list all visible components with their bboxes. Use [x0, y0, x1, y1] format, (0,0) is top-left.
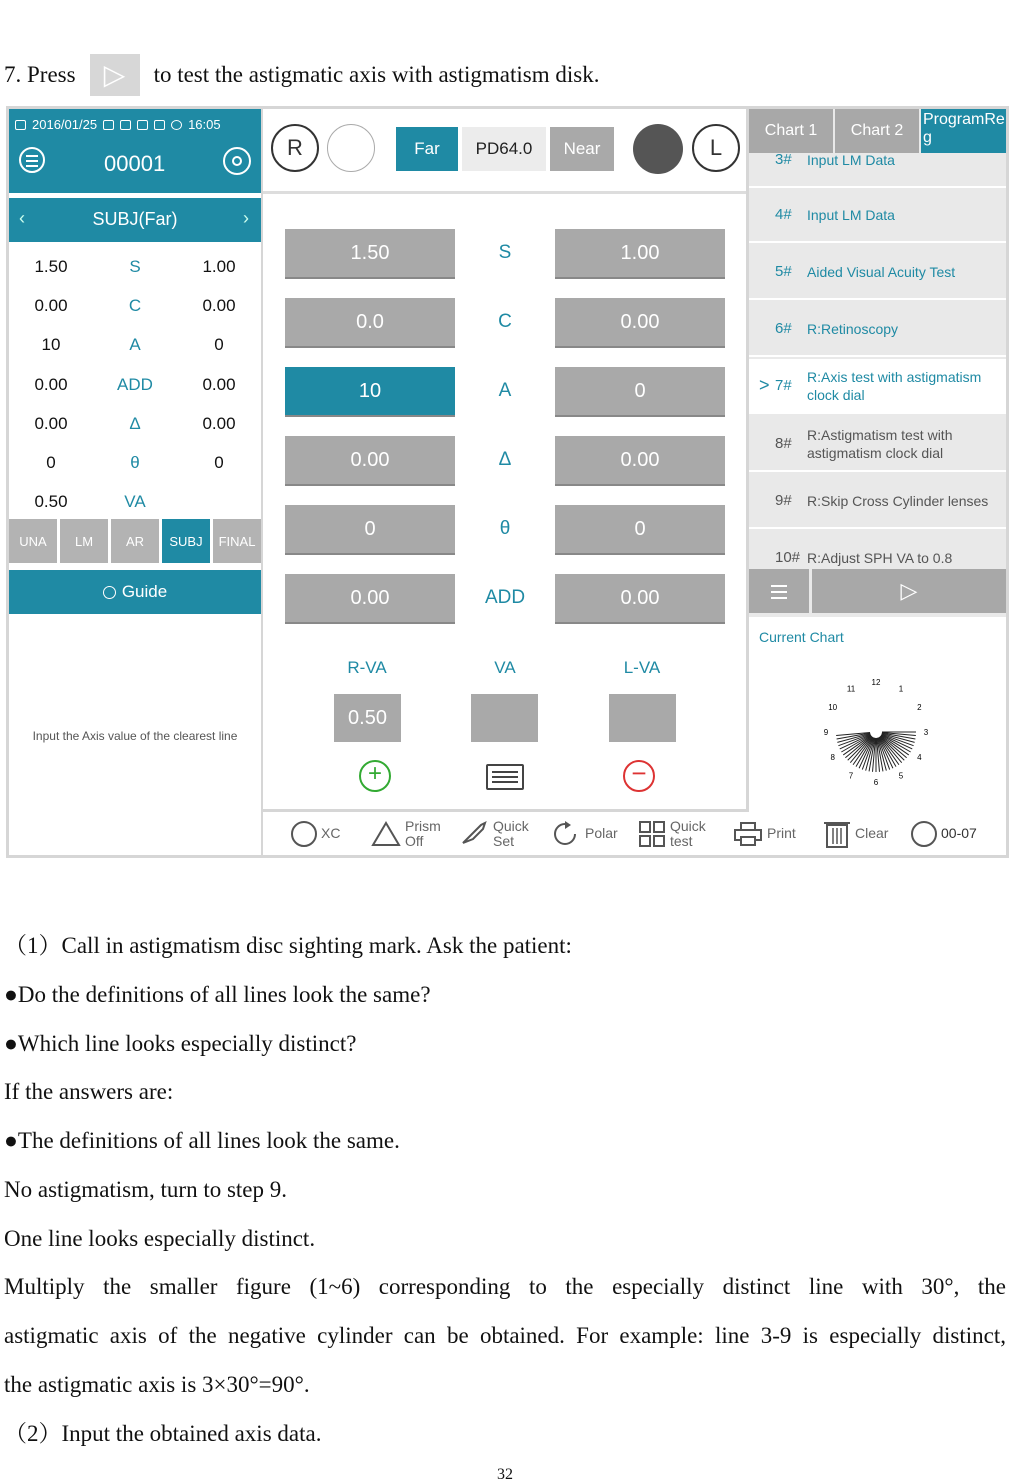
tab-final[interactable]: FINAL [213, 519, 261, 563]
program-item-number: 10# [775, 549, 801, 566]
summary-label: S [129, 256, 141, 276]
page-number: 32 [497, 1466, 513, 1483]
left-eye-δ-value[interactable]: 0.00 [555, 436, 725, 484]
left-header [9, 109, 261, 193]
calendar-icon [15, 120, 26, 130]
program-item[interactable] [749, 359, 1006, 414]
prism-button[interactable] [371, 819, 445, 849]
device-screenshot [6, 106, 1009, 858]
left-eye-θ-value[interactable]: 0 [555, 505, 725, 553]
xc-icon [291, 821, 317, 847]
tab-subj[interactable]: SUBJ [162, 519, 210, 563]
dial-number: 7 [848, 771, 854, 781]
program-item-text: R:Adjust SPH VA to 0.8 [807, 549, 953, 566]
rva-label: R-VA [347, 658, 387, 677]
prism-icon [371, 821, 401, 847]
left-eye-add-value[interactable]: 0.00 [555, 574, 725, 622]
guide-text: Input the Axis value of the clearest line [32, 729, 238, 743]
tab-ar[interactable]: AR [111, 519, 159, 563]
clock-icon [171, 120, 182, 130]
summary-row [9, 365, 261, 404]
main-panel [263, 109, 746, 809]
program-item-text: R:Skip Cross Cylinder lenses [807, 492, 989, 509]
summary-right-value: 10 [41, 335, 61, 355]
chevron-right-icon[interactable]: › [243, 208, 249, 228]
lva-label: L-VA [623, 658, 661, 677]
program-item-number: 4# [775, 206, 792, 223]
step-prefix: 7. Press [4, 62, 76, 87]
right-eye-button[interactable]: R [271, 124, 319, 172]
summary-left-value: 0.00 [202, 295, 236, 315]
astigmatism-dial [749, 617, 1006, 812]
current-step-arrow-icon: > [759, 375, 770, 395]
left-eye-occluder[interactable] [633, 124, 683, 174]
paragraph-line: ●Do the definitions of all lines look the same? [4, 982, 431, 1007]
program-item[interactable] [749, 417, 1006, 472]
program-item[interactable] [749, 188, 1006, 243]
rocket-icon [459, 821, 489, 847]
patient-id: 00001 [104, 151, 166, 176]
tab-program[interactable]: ProgramReg [921, 109, 1006, 153]
program-controls [749, 569, 1006, 613]
dial-number: 2 [917, 703, 922, 712]
clear-label: Clear [855, 825, 889, 841]
program-item-number: 6# [775, 320, 792, 337]
play-button[interactable] [812, 569, 1006, 613]
right-eye-s-value[interactable]: 1.50 [285, 229, 455, 277]
row-label: θ [499, 518, 511, 539]
paragraph-line: the astigmatic axis is 3×30°=90°. [4, 1372, 310, 1397]
subj-title: SUBJ(Far) [92, 209, 178, 229]
dial-number: 8 [830, 753, 835, 762]
near-button[interactable]: Near [550, 127, 614, 171]
prism-label: Prism Off [405, 817, 441, 849]
quick-test-label: Quick test [670, 817, 706, 849]
paragraph-line: Multiply the smaller figure (1~6) corresponding to the especially distinct line with 30°, the [4, 1274, 1006, 1299]
summary-row [9, 483, 261, 522]
right-panel [749, 109, 1006, 809]
program-item[interactable] [749, 474, 1006, 529]
tab-lm[interactable]: LM [60, 519, 108, 563]
va-value[interactable] [471, 694, 538, 742]
summary-right-value: 0.00 [34, 374, 68, 394]
row-label: Δ [498, 449, 512, 470]
printer-icon [733, 821, 763, 847]
program-item-number: 7# [775, 377, 792, 394]
row-label: ADD [484, 587, 526, 608]
step-heading [4, 54, 599, 96]
lva-value[interactable] [609, 694, 676, 742]
play-icon: ▷ [103, 58, 126, 91]
tab-una[interactable]: UNA [9, 519, 57, 563]
program-item[interactable] [749, 302, 1006, 357]
refresh-icon [551, 821, 581, 847]
current-chart-area [749, 617, 1006, 812]
play-icon: ▷ [900, 578, 918, 604]
summary-label: VA [124, 492, 146, 512]
xc-label: XC [321, 825, 341, 841]
left-eye-button[interactable]: L [692, 124, 740, 172]
xc-button[interactable] [291, 821, 340, 847]
paragraph-line: If the answers are: [4, 1079, 174, 1104]
subj-summary-table [9, 247, 261, 522]
dial-number: 12 [871, 678, 881, 687]
program-item-text: R:Axis test with astigmatism clock dial [807, 368, 982, 403]
date-text: 2016/01/25 [32, 117, 98, 132]
left-eye-c-value[interactable]: 0.00 [555, 298, 725, 346]
subj-header [9, 198, 261, 242]
guide-button[interactable] [9, 570, 261, 614]
dial-number: 1 [898, 684, 904, 694]
program-list [749, 153, 1006, 566]
step-suffix: to test the astigmatic axis with astigmatism disk. [153, 62, 600, 87]
settings-mini-icon [103, 120, 114, 130]
program-item-text: R:Astigmatism test with astigmatism clock dial [807, 426, 953, 461]
row-label: S [498, 242, 512, 263]
list-menu-icon[interactable] [749, 569, 809, 613]
dial-number: 11 [846, 684, 856, 694]
right-eye-a-value[interactable]: 10 [285, 367, 455, 415]
program-item[interactable] [749, 531, 1006, 566]
left-eye-a-value[interactable]: 0 [555, 367, 725, 415]
program-item-text: R:Retinoscopy [807, 320, 899, 337]
paragraph-line: ●Which line looks especially distinct? [4, 1031, 357, 1056]
program-item-number: 9# [775, 492, 792, 509]
pd-value[interactable]: PD64.0 [462, 127, 546, 171]
dial-number: 5 [898, 771, 904, 781]
summary-right-value: 1.50 [34, 256, 68, 276]
summary-row [9, 443, 261, 482]
bottom-toolbar [263, 812, 1006, 855]
summary-row [9, 247, 261, 286]
program-item-text: Aided Visual Acuity Test [807, 263, 956, 280]
program-item-number: 3# [775, 153, 792, 168]
quick-set-label: Quick Set [493, 817, 529, 849]
print-label: Print [767, 825, 796, 841]
right-eye-add-value[interactable]: 0.00 [285, 574, 455, 622]
printer-mini-icon [137, 120, 148, 130]
dial-number: 4 [917, 753, 922, 762]
quick-set-button[interactable] [459, 819, 533, 849]
paragraph-line: No astigmatism, turn to step 9. [4, 1177, 288, 1202]
summary-label: θ [130, 453, 140, 473]
va-label: VA [494, 658, 516, 677]
timer-button[interactable] [911, 821, 977, 847]
summary-left-value: 1.00 [202, 256, 236, 276]
paragraph-line: （1）Call in astigmatism disc sighting mark. Ask the patient: [4, 933, 572, 958]
quick-test-button[interactable] [638, 819, 710, 849]
far-button[interactable]: Far [396, 127, 458, 171]
current-chart-label: Current Chart [759, 629, 844, 645]
dial-number: 3 [923, 728, 929, 737]
dial-number: 6 [873, 778, 879, 787]
status-bar [15, 117, 221, 132]
program-item[interactable] [749, 245, 1006, 300]
summary-row [9, 404, 261, 443]
left-eye-s-value[interactable]: 1.00 [555, 229, 725, 277]
dial-number: 9 [823, 728, 829, 737]
row-label: C [498, 311, 512, 332]
divider [263, 191, 746, 194]
program-item-text: Input LM Data [807, 153, 895, 168]
monitor-icon [120, 120, 131, 130]
minus-icon[interactable]: − [623, 760, 655, 792]
menu-icon[interactable] [19, 147, 45, 173]
summary-left-value: 0.00 [202, 374, 236, 394]
polar-label: Polar [585, 825, 618, 841]
tab-chart-1[interactable]: Chart 1 [749, 109, 833, 153]
mode-tabs [9, 519, 261, 563]
program-item-number: 5# [775, 263, 792, 280]
summary-right-value: 0.50 [34, 492, 68, 512]
summary-label: Δ [129, 413, 141, 433]
grid-icon [638, 820, 666, 848]
paragraph-line: ●The definitions of all lines look the same. [4, 1128, 400, 1153]
summary-label: C [128, 295, 142, 315]
play-button-sample [90, 54, 140, 96]
program-item[interactable] [749, 153, 1006, 188]
summary-label: ADD [117, 374, 153, 394]
timer-label: 00-07 [941, 825, 977, 841]
left-panel [9, 109, 261, 855]
tab-chart-2[interactable]: Chart 2 [835, 109, 919, 153]
polar-button[interactable] [551, 821, 618, 847]
summary-left-value: 0 [214, 453, 224, 473]
right-eye-δ-value[interactable]: 0.00 [285, 436, 455, 484]
guide-icon [103, 586, 116, 599]
gear-icon[interactable] [223, 147, 251, 175]
paragraph-line: （2）Input the obtained axis data. [4, 1421, 322, 1446]
summary-row [9, 286, 261, 325]
right-eye-occluder[interactable] [327, 124, 375, 172]
screen-icon [154, 120, 165, 130]
chevron-left-icon[interactable]: ‹ [19, 208, 25, 228]
summary-right-value: 0 [46, 453, 56, 473]
paragraph-line: astigmatic axis of the negative cylinder can be obtained. For example: line 3-9 is especially distinct, [4, 1323, 1006, 1348]
summary-label: A [129, 335, 141, 355]
right-eye-θ-value[interactable]: 0 [285, 505, 455, 553]
program-item-number: 8# [775, 435, 792, 452]
print-button[interactable] [733, 821, 796, 847]
guide-label: Guide [121, 582, 168, 601]
clear-button[interactable] [823, 819, 888, 849]
keyboard-icon[interactable] [486, 764, 524, 790]
chart-tabs [749, 109, 1006, 153]
rva-value[interactable]: 0.50 [334, 694, 401, 742]
paragraph-line: One line looks especially distinct. [4, 1226, 316, 1251]
summary-left-value: 0 [214, 335, 224, 355]
summary-right-value: 0.00 [34, 413, 68, 433]
dial-number: 10 [828, 703, 838, 712]
trash-icon [823, 819, 851, 849]
row-label: A [498, 380, 512, 401]
timer-icon [911, 821, 937, 847]
plus-icon[interactable]: + [359, 760, 391, 792]
time-text: 16:05 [188, 117, 221, 132]
summary-row [9, 326, 261, 365]
program-item-text: Input LM Data [807, 206, 895, 223]
summary-right-value: 0.00 [34, 295, 68, 315]
summary-left-value: 0.00 [202, 413, 236, 433]
right-eye-c-value[interactable]: 0.0 [285, 298, 455, 346]
